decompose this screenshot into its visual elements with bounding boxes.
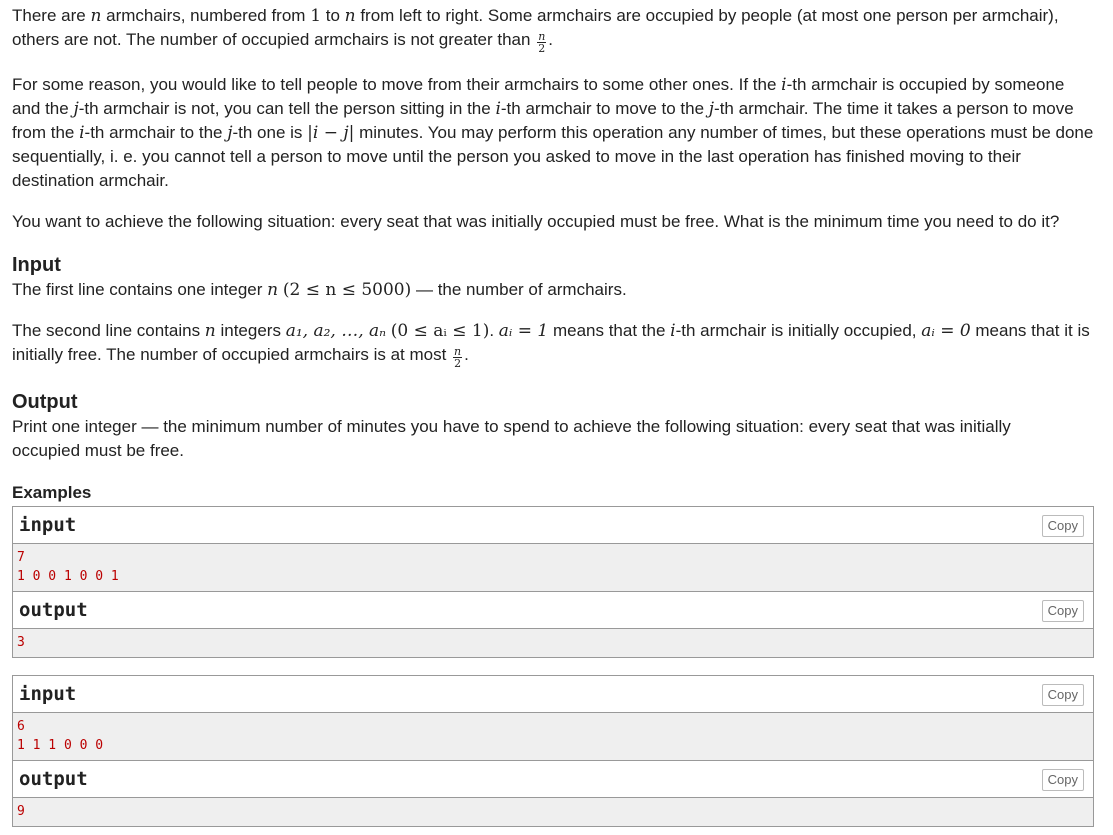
examples-title: Examples: [12, 483, 92, 502]
input-section-title: Input: [12, 254, 61, 276]
text: The second line contains: [12, 321, 205, 340]
output-text: Print one integer — the minimum number of minutes you have to spend to achieve the following situation: every seat that was initially occupied must be free.: [12, 417, 1011, 460]
text: There are: [12, 6, 91, 25]
example-output-2: 9: [13, 798, 1093, 826]
math-n: n: [204, 321, 216, 341]
math-j: j: [708, 99, 715, 119]
math-n-range: (2 ≤ n ≤ 5000): [282, 280, 412, 300]
copy-input-button-1[interactable]: Copy: [1042, 515, 1084, 537]
math-i: i: [670, 321, 676, 341]
text: from left to right. Some armchairs are occupied by people (at most one person per armchair), others are not. The number of occupied armchairs is not greater than: [12, 6, 1059, 49]
math-j: j: [73, 99, 79, 119]
math-abs: |i − j|: [307, 123, 355, 143]
input-label: input: [19, 683, 77, 705]
math-i: i: [79, 123, 85, 143]
text: -th armchair is initially occupied,: [675, 321, 922, 340]
statement-paragraph-2: [12, 73, 1097, 193]
statement-paragraph-3: You want to achieve the following situation: every seat that was initially occupied must be free. What is the minimum time you need to do it?: [12, 212, 1060, 231]
fraction-numerator: n: [454, 345, 462, 358]
fraction-denominator: 2: [538, 42, 546, 55]
example-output-1: 3: [13, 629, 1093, 657]
text: -th armchair is occupied by someone and the: [12, 75, 1065, 118]
math-a-range: (0 ≤ aᵢ ≤ 1): [390, 321, 490, 341]
text: -th one is: [232, 123, 308, 142]
math-n: n: [267, 280, 279, 300]
text: -th armchair to the: [84, 123, 228, 142]
example-input-1: 7 1 0 0 1 0 0 1: [13, 544, 1093, 591]
text: means that the: [548, 321, 671, 340]
text: -th armchair to move to the: [500, 99, 709, 118]
text: -th armchair. The time it takes a person to move from the: [12, 99, 1074, 142]
fraction-n-over-2: [537, 31, 546, 54]
text: means that it is initially free. The number of occupied armchairs is at most: [12, 321, 1090, 364]
text: to: [321, 6, 345, 25]
text: The first line contains one integer: [12, 280, 268, 299]
math-i: i: [495, 99, 501, 119]
math-ai-one: aᵢ = 1: [498, 321, 549, 341]
fraction-denominator: 2: [454, 357, 462, 370]
text: — the number of armchairs.: [411, 280, 627, 299]
example-test-2: [12, 675, 1094, 827]
input-header: [13, 676, 1093, 713]
math-i: i: [781, 75, 787, 95]
text: minutes. You may perform this operation any number of times, but these operations must be done sequentially, i. e. you cannot tell a person to move until the person you asked to move in the last operation has finished moving to their destination armchair.: [12, 123, 1094, 190]
fraction-n-over-2: [453, 346, 462, 369]
example-input-2: 6 1 1 1 0 0 0: [13, 713, 1093, 760]
output-label: output: [19, 599, 88, 621]
fraction-numerator: n: [538, 30, 546, 43]
text: integers: [215, 321, 286, 340]
math-one: 1: [310, 6, 322, 26]
output-label: output: [19, 768, 88, 790]
copy-input-button-2[interactable]: Copy: [1042, 684, 1084, 706]
output-section-title: Output: [12, 391, 78, 413]
output-header: [13, 591, 1093, 629]
input-line-2: [12, 319, 1097, 369]
math-ai-zero: aᵢ = 0: [921, 321, 971, 341]
example-test-1: [12, 506, 1094, 658]
copy-output-button-2[interactable]: Copy: [1042, 769, 1084, 791]
output-header: [13, 760, 1093, 798]
copy-output-button-1[interactable]: Copy: [1042, 600, 1084, 622]
input-header: [13, 507, 1093, 544]
text: For some reason, you would like to tell people to move from their armchairs to some other ones. If the: [12, 75, 782, 94]
text: .: [464, 345, 469, 364]
math-n: n: [344, 6, 356, 26]
input-line-1: [12, 278, 1097, 302]
math-a-sequence: a₁, a₂, …, aₙ: [285, 321, 387, 341]
statement-paragraph-1: There are n armchairs, numbered from 1 to n from left to right. Some armchairs are occupied by people (at most one person per armchair), others are not. The number of occupied armchairs is not greater than $\frac{n}{2}$ .: [12, 6, 1059, 55]
math-n: n: [90, 6, 102, 26]
math-j: j: [227, 123, 233, 143]
text: -th armchair is not, you can tell the person sitting in the: [78, 99, 496, 118]
text: .: [489, 321, 499, 340]
input-label: input: [19, 514, 77, 536]
text: armchairs, numbered from: [101, 6, 311, 25]
